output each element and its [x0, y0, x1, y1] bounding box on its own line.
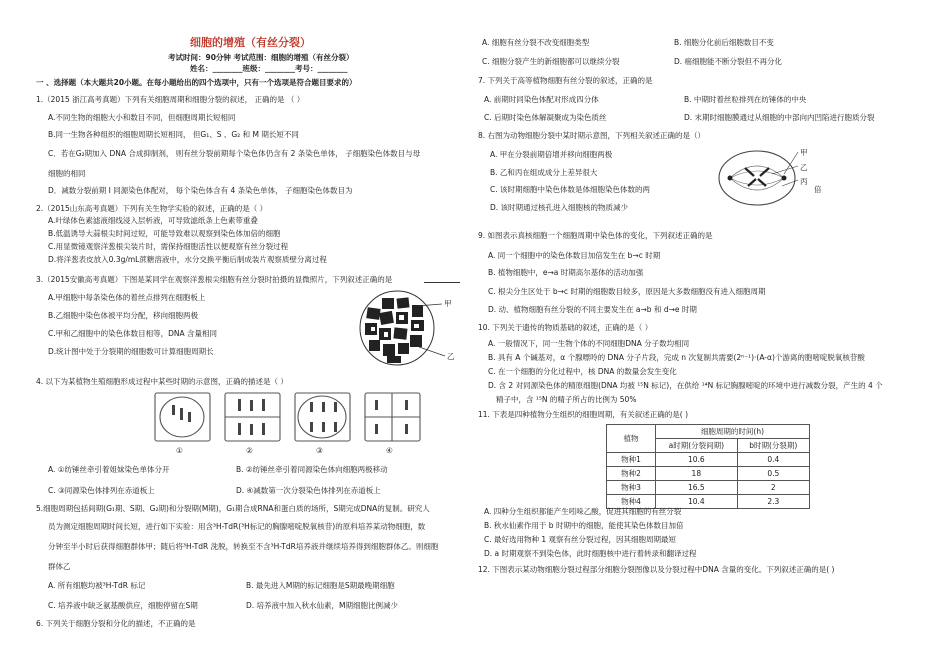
option-b: B. 最先进入M期的标记细胞是S期最晚期细胞: [246, 581, 395, 590]
option-c-cont: 倍: [814, 185, 822, 194]
header-b: b时期(分裂期): [737, 439, 809, 453]
option-c: C. 该时期细胞中染色体数是体细胞染色体数的两: [490, 185, 651, 194]
option-d-cont: 精子中，含 ¹⁵N 的精子所占的比例为 50%: [496, 395, 637, 404]
spindle-figure: [712, 146, 812, 210]
option-d: D. 末期时细胞膜通过从细胞的中部向内凹陷进行胞质分裂: [684, 113, 875, 122]
option-d: D. 培养液中加入秋水仙素，M期细胞比例减少: [246, 601, 399, 610]
option-d: D. a 时期观察不到染色体，此时细胞核中进行着转录和翻译过程: [484, 549, 697, 558]
figure-label-2: ②: [246, 446, 253, 455]
option-c: C. 后期时染色体解凝聚成为染色质丝: [484, 113, 607, 122]
option-d: D. 含 2 对同源染色体的精原细胞(DNA 均被 ¹⁵N 标记)，在供给 ¹⁴N 标记胸腺嘧啶的环境中进行减数分裂，产生的 4 个: [488, 381, 883, 390]
question-stem: 8. 右图为动物细胞分裂中某时期示意图，下列相关叙述正确的是（）: [478, 131, 706, 140]
page-title: 细胞的增殖（有丝分裂）: [190, 36, 311, 49]
question-stem: 1.（2015 浙江高考真题）下列有关细胞周期和细胞分裂的叙述， 正确的是 （ ）: [36, 95, 305, 104]
exam-info: 考试时间：90分钟 考试范围：细胞的增殖（有丝分裂）: [168, 53, 354, 62]
option-a: A. 所有细胞均被³H-TdR 标记: [48, 581, 146, 590]
option-c: C.甲和乙细胞中的染色体数目相等，DNA 含量相同: [48, 329, 218, 338]
cell-species: 物种3: [607, 481, 656, 495]
table-row: [607, 467, 810, 481]
option-d: D.将洋葱表皮放入0.3g/mL蔗糖溶液中，水分交换平衡后制成装片观察质壁分离过程: [48, 255, 327, 264]
question-stem: 4. 以下为某植物生殖细胞形成过程中某些时期的示意图，正确的描述是（ ）: [36, 377, 288, 386]
option-d: D. 癌细胞能不断分裂但不再分化: [674, 57, 783, 66]
option-c: C. ③同源染色体排列在赤道板上: [48, 486, 155, 495]
option-b: B. 秋水仙素作用于 b 时期中的细胞，能使其染色体数目加倍: [484, 521, 684, 530]
cell-cycle-table: [606, 424, 810, 509]
option-c: C.用显微镜观察洋葱根尖装片时，需保持细胞活性以便观察有丝分裂过程: [48, 242, 289, 251]
option-a: A.甲细胞中每条染色体的着丝点排列在细胞板上: [48, 293, 206, 302]
cell-a: 16.5: [656, 481, 738, 495]
option-b: B. ②纺锤丝牵引着同源染色体向细胞两极移动: [236, 465, 388, 474]
cell-species: 物种2: [607, 467, 656, 481]
answer-blank: [424, 282, 460, 283]
option-c: C. 在一个细胞的分化过程中，核 DNA 的数量会发生变化: [488, 367, 677, 376]
micrograph-figure: [357, 290, 457, 370]
option-c: C. 细胞分裂产生的新细胞都可以继续分裂: [482, 57, 620, 66]
option-a: A. 一般情况下，同一生物个体的不同细胞DNA 分子数均相同: [488, 339, 690, 348]
header-cycle: 细胞周期的时间(h): [656, 425, 810, 439]
cell-b: 2: [737, 481, 809, 495]
option-c-cont: 细胞的相同: [48, 169, 86, 178]
section-heading: 一 、选择题（本大题共20小题。在每小题给出的四个选项中，只有一个选项是符合题目要求的）: [36, 78, 357, 87]
figure-label-1: ①: [176, 446, 183, 455]
header-a: a时期(分裂间期): [656, 439, 738, 453]
cell-species: 物种4: [607, 495, 656, 509]
table-row: [607, 481, 810, 495]
question-text-1: 5.细胞周期包括间期(G₁期、S期、G₂期)和分裂期(M期)，G₁期合成RNA和蛋白质的场所，S期完成DNA的复制。研究人: [36, 504, 430, 513]
option-a: A.叶绿体色素滤液细线浸入层析液，可导致滤纸条上色素带重叠: [48, 216, 258, 225]
question-stem: 9. 如图表示真核细胞一个细胞周期中染色体的变化，下列叙述正确的是: [478, 231, 713, 240]
label-bing: 丙: [800, 177, 808, 186]
option-c: C．若在G₂期加入 DNA 合成抑制剂， 则有丝分裂前期每个染色体仍含有 2 条染色单体， 子细胞染色体数目与母: [48, 149, 421, 158]
option-d: D. ④减数第一次分裂染色体排列在赤道板上: [236, 486, 381, 495]
cell-a: 18: [656, 467, 738, 481]
question-stem: 11. 下表是四种植物分生组织的细胞周期，有关叙述正确的是( ): [478, 410, 689, 419]
option-c: C. 培养液中缺乏氨基酸供应，细胞停留在S期: [48, 601, 198, 610]
option-a: A. 甲在分裂前期倍增并移向细胞两极: [490, 150, 613, 159]
question-text-4: 群体乙: [48, 562, 71, 571]
question-text-3: 分钟至半小时后获得细胞群体甲；随后将³H-TdR 洗脱，转换至不含³H-TdR培养液并继续培养得到细胞群体乙。则细胞: [48, 542, 439, 551]
option-a: A. 四种分生组织都能产生吲哚乙酸，促进其细胞的有丝分裂: [484, 507, 682, 516]
option-c: C. 最好选用物种 1 观察有丝分裂过程，因其细胞周期最短: [484, 535, 677, 544]
cell-b: 0.4: [737, 453, 809, 467]
cell-a: 10.4: [656, 495, 738, 509]
option-b: B. 具有 A 个碱基对，α 个腺嘌呤的 DNA 分子片段，完成 n 次复制共需要(2ⁿ⁻¹)·(A-α)个游离的胞嘧啶脱氧核苷酸: [488, 353, 865, 362]
student-fields: 姓名：________班级：________考号：________: [190, 64, 348, 73]
table-row: [607, 453, 810, 467]
cell-b: 2.3: [737, 495, 809, 509]
question-stem: 2.（2015山东高考真题）下列有关生物学实验的叙述，正确的是（ ）: [36, 204, 268, 213]
option-b: B.同一生物各种组织的细胞周期长短相同， 但G₁、S 、G₂ 和 M 期长短不同: [48, 130, 299, 139]
option-d: D. 动、植物细胞有丝分裂的不同主要发生在 a→b 和 d→e 时期: [488, 305, 697, 314]
question-stem: 7. 下列关于高等植物细胞有丝分裂的叙述，正确的是: [478, 76, 653, 85]
question-stem: 6. 下列关于细胞分裂和分化的描述，不正确的是: [36, 619, 196, 628]
cell-a: 10.6: [656, 453, 738, 467]
cell-b: 0.5: [737, 467, 809, 481]
label-jia: 甲: [800, 148, 808, 157]
option-b: B. 乙和丙在组成成分上差异很大: [490, 168, 598, 177]
option-b: B.低温诱导大蒜根尖时间过短，可能导致难以观察到染色体加倍的细胞: [48, 229, 281, 238]
option-a: A. 前期时同染色体配对形成四分体: [484, 95, 599, 104]
figure-label-3: ③: [316, 446, 323, 455]
option-a: A.不同生物的细胞大小和数目不同，但细胞周期长短相同: [48, 113, 236, 122]
question-text-2: 员为测定细胞周期时间长短，进行如下实验：用含³H-TdR(³H标记的胸腺嘧啶脱氧核苷)的原料培养某动物细胞，数: [48, 522, 426, 531]
option-a: A. ①纺锤丝牵引着姐妹染色单体分开: [48, 465, 170, 474]
option-b: B. 植物细胞中，e→a 时期高尔基体的活动加强: [488, 268, 644, 277]
option-d: D. 该时期通过核孔进入细胞核的物质减少: [490, 203, 629, 212]
label-jia: 甲: [444, 299, 452, 308]
option-a: A. 细胞有丝分裂不改变细胞类型: [482, 38, 590, 47]
option-b: B. 中期时着丝粒排列在纺锤体的中央: [684, 95, 807, 104]
label-yi: 乙: [800, 163, 808, 172]
option-c: C. 根尖分生区处于 b→c 时期的细胞数目较多，原因是大多数细胞没有进入细胞周期: [488, 287, 766, 296]
question-stem: 12. 下图表示某动物细胞分裂过程部分细胞分裂图像以及分裂过程中DNA 含量的变化。下列叙述正确的是( ): [478, 565, 835, 574]
option-b: B.乙细胞中染色体被平均分配，移向细胞两极: [48, 311, 199, 320]
cell-species: 物种1: [607, 453, 656, 467]
question-stem: 10. 下列关于遗传的物质基础的叙述，正确的是（ ）: [478, 323, 653, 332]
header-plant: 植物: [607, 425, 656, 453]
option-d: D.统计图中处于分裂期的细胞数可计算细胞周期长: [48, 347, 214, 356]
option-a: A. 同一个细胞中的染色体数目加倍发生在 b→c 时期: [488, 251, 661, 260]
question-stem: 3.（2015安徽高考真题）下图是某同学在观察洋葱根尖细胞有丝分裂时拍摄的显微照片，下列叙述正确的是: [36, 275, 393, 284]
figure-label-4: ④: [386, 446, 393, 455]
option-d: D．减数分裂前期 I 同源染色体配对， 每个染色体含有 4 条染色单体， 子细胞染色体数目为: [48, 186, 353, 195]
label-yi: 乙: [447, 352, 455, 361]
option-b: B. 细胞分化前后细胞数目不变: [674, 38, 774, 47]
